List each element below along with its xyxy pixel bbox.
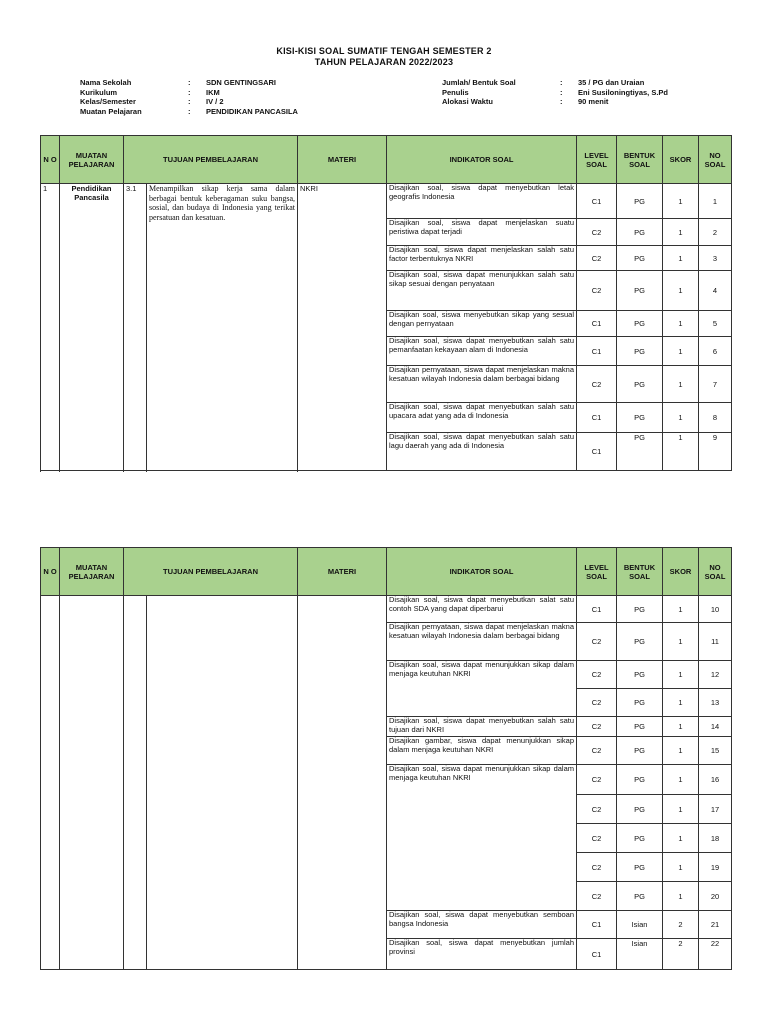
score-cell: 1 — [663, 853, 699, 882]
question-number-cell: 18 — [699, 824, 732, 853]
score-cell: 1 — [663, 246, 699, 271]
col-header-level: LEVEL SOAL — [577, 136, 617, 184]
subject-cell-empty — [60, 596, 124, 970]
score-cell: 2 — [663, 911, 699, 939]
form-cell: PG — [617, 271, 663, 311]
score-cell: 1 — [663, 882, 699, 911]
score-cell: 1 — [663, 689, 699, 717]
score-cell: 1 — [663, 623, 699, 661]
col-header-no-soal: NO SOAL — [699, 136, 732, 184]
info-row-question-count: Jumlah/ Bentuk Soal : 35 / PG dan Uraian — [442, 78, 645, 87]
score-cell: 1 — [663, 403, 699, 433]
form-cell: PG — [617, 246, 663, 271]
col-header-skor: SKOR — [663, 548, 699, 596]
indicator-cell: Disajikan pernyataan, siswa dapat menjelaskan makna kesatuan wilayah Indonesia dalam berbagai bidang — [387, 366, 577, 403]
question-number-cell: 20 — [699, 882, 732, 911]
indicator-cell: Disajikan gambar, siswa dapat menunjukkan sikap dalam menjaga keutuhan NKRI — [387, 737, 577, 765]
col-header-bentuk: BENTUK SOAL — [617, 548, 663, 596]
subject-cell: Pendidikan Pancasila — [60, 184, 124, 471]
form-cell: PG — [617, 824, 663, 853]
level-cell: C2 — [577, 765, 617, 795]
indicator-cell: Disajikan soal, siswa dapat menyebutkan salah satu lagu daerah yang ada di Indonesia — [387, 433, 577, 471]
info-row-subject: Muatan Pelajaran : PENDIDIKAN PANCASILA — [80, 106, 298, 116]
score-cell: 1 — [663, 337, 699, 366]
form-cell: PG — [617, 337, 663, 366]
level-cell: C2 — [577, 246, 617, 271]
level-cell: C2 — [577, 219, 617, 246]
question-number-cell: 19 — [699, 853, 732, 882]
table-header-row — [41, 136, 732, 184]
col-header-muatan: MUATAN PELAJARAN — [60, 548, 124, 596]
material-cell-empty — [298, 596, 387, 970]
level-cell: C2 — [577, 824, 617, 853]
score-cell: 1 — [663, 717, 699, 737]
form-cell: PG — [617, 184, 663, 219]
info-row-class: Kelas/Semester : IV / 2 — [80, 97, 224, 106]
question-number-cell: 15 — [699, 737, 732, 765]
row-number-empty — [41, 596, 60, 970]
indicator-cell: Disajikan soal, siswa dapat menyebutkan salah satu upacara adat yang ada di Indonesia — [387, 403, 577, 433]
question-number-cell: 4 — [699, 271, 732, 311]
score-cell: 1 — [663, 311, 699, 337]
learning-objective-empty — [147, 596, 298, 970]
score-cell: 1 — [663, 737, 699, 765]
score-cell: 1 — [663, 433, 699, 471]
form-cell: PG — [617, 717, 663, 737]
tp-code-empty — [124, 596, 147, 970]
material-cell: NKRI — [298, 184, 387, 471]
form-cell: PG — [617, 765, 663, 795]
score-cell: 2 — [663, 939, 699, 970]
form-cell: PG — [617, 219, 663, 246]
form-cell: PG — [617, 689, 663, 717]
form-cell: PG — [617, 403, 663, 433]
question-number-cell: 13 — [699, 689, 732, 717]
col-header-materi: MATERI — [298, 136, 387, 184]
col-header-level: LEVEL SOAL — [577, 548, 617, 596]
indicator-cell: Disajikan soal, siswa dapat menyebutkan semboan bangsa Indonesia — [387, 911, 577, 939]
level-cell: C1 — [577, 911, 617, 939]
info-left — [80, 78, 298, 116]
level-cell: C2 — [577, 623, 617, 661]
form-cell: PG — [617, 433, 663, 471]
question-number-cell: 9 — [699, 433, 732, 471]
form-cell: PG — [617, 661, 663, 689]
tp-code: 3.1 — [124, 184, 147, 471]
indicator-cell: Disajikan pernyataan, siswa dapat menjelaskan makna kesatuan wilayah Indonesia dalam berbagai bidang — [387, 623, 577, 661]
table-row — [41, 184, 732, 219]
question-number-cell: 12 — [699, 661, 732, 689]
form-cell: PG — [617, 737, 663, 765]
level-cell: C1 — [577, 433, 617, 471]
indicator-cell: Disajikan soal, siswa dapat menyebutkan salat satu contoh SDA yang dapat diperbarui — [387, 596, 577, 623]
question-number-cell: 8 — [699, 403, 732, 433]
info-row-author: Penulis : Eni Susiloningtiyas, S.Pd — [442, 87, 669, 97]
info-right — [442, 78, 668, 107]
form-cell: PG — [617, 366, 663, 403]
info-row-time: Alokasi Waktu : 90 menit — [442, 97, 609, 106]
col-header-materi: MATERI — [298, 548, 387, 596]
indicator-cell: Disajikan soal, siswa dapat menyebutkan salah satu tujuan dari NKRI — [387, 717, 577, 737]
level-cell: C2 — [577, 366, 617, 403]
form-cell: PG — [617, 853, 663, 882]
level-cell: C1 — [577, 939, 617, 970]
indicator-cell: Disajikan soal, siswa dapat menjelaskan suatu peristiwa dapat terjadi — [387, 219, 577, 246]
score-cell: 1 — [663, 219, 699, 246]
col-header-indikator: INDIKATOR SOAL — [387, 136, 577, 184]
row-number: 1 — [41, 184, 60, 471]
col-header-indikator: INDIKATOR SOAL — [387, 548, 577, 596]
question-number-cell: 16 — [699, 765, 732, 795]
indicator-cell: Disajikan soal, siswa dapat menyebutkan jumlah provinsi — [387, 939, 577, 970]
col-header-tujuan: TUJUAN PEMBELAJARAN — [124, 136, 298, 184]
document-subtitle: TAHUN PELAJARAN 2022/2023 — [314, 57, 454, 67]
indicator-cell: Disajikan soal, siswa menyebutkan sikap yang sesual dengan pernyataan — [387, 311, 577, 337]
level-cell: C2 — [577, 795, 617, 824]
form-cell: PG — [617, 623, 663, 661]
score-cell: 1 — [663, 824, 699, 853]
form-cell: PG — [617, 882, 663, 911]
form-cell: PG — [617, 795, 663, 824]
table-header-row — [41, 548, 732, 596]
col-header-no: N O — [41, 548, 60, 596]
learning-objective: Menampilkan sikap kerja sama dalam berbagai bentuk keberagaman suku bangsa, sosial, dan budaya di Indonesia yang terikat persatuan dan kesatuan. — [147, 184, 298, 471]
level-cell: C1 — [577, 403, 617, 433]
question-number-cell: 5 — [699, 311, 732, 337]
indicator-cell: Disajikan soal, siswa dapat menjelaskan salah satu factor terbentuknya NKRI — [387, 246, 577, 271]
score-cell: 1 — [663, 366, 699, 403]
score-cell: 1 — [663, 596, 699, 623]
level-cell: C2 — [577, 661, 617, 689]
table-row — [41, 596, 732, 623]
score-cell: 1 — [663, 271, 699, 311]
level-cell: C2 — [577, 717, 617, 737]
question-number-cell: 3 — [699, 246, 732, 271]
document-title: KISI-KISI SOAL SUMATIF TENGAH SEMESTER 2 — [276, 46, 492, 56]
question-number-cell: 11 — [699, 623, 732, 661]
indicator-cell: Disajikan soal, siswa dapat menyebutkan salah satu pemanfaatan kekayaan alam di Indonesia — [387, 337, 577, 366]
form-cell: PG — [617, 596, 663, 623]
level-cell: C1 — [577, 337, 617, 366]
grid-table-1 — [40, 135, 732, 471]
level-cell: C1 — [577, 596, 617, 623]
form-cell: PG — [617, 311, 663, 337]
level-cell: C1 — [577, 311, 617, 337]
info-row-curriculum: Kurikulum : IKM — [80, 87, 220, 97]
question-number-cell: 17 — [699, 795, 732, 824]
col-header-no-soal: NO SOAL — [699, 548, 732, 596]
question-number-cell: 22 — [699, 939, 732, 970]
col-header-skor: SKOR — [663, 136, 699, 184]
level-cell: C2 — [577, 271, 617, 311]
level-cell: C2 — [577, 689, 617, 717]
form-cell: Isian — [617, 939, 663, 970]
level-cell: C2 — [577, 882, 617, 911]
score-cell: 1 — [663, 795, 699, 824]
question-number-cell: 10 — [699, 596, 732, 623]
indicator-cell: Disajikan soal, siswa dapat menunjukkan salah satu sikap sesuai dengan penyataan — [387, 271, 577, 311]
col-header-muatan: MUATAN PELAJARAN — [60, 136, 124, 184]
form-cell: Isian — [617, 911, 663, 939]
question-number-cell: 6 — [699, 337, 732, 366]
question-number-cell: 1 — [699, 184, 732, 219]
indicator-cell: Disajikan soal, siswa dapat menunjukkan sikap dalam menjaga keutuhan NKRI — [387, 765, 577, 911]
col-header-bentuk: BENTUK SOAL — [617, 136, 663, 184]
score-cell: 1 — [663, 184, 699, 219]
grid-table-2 — [40, 547, 732, 970]
question-number-cell: 14 — [699, 717, 732, 737]
indicator-cell: Disajikan soal, siswa dapat menyebutkan letak geografis Indonesia — [387, 184, 577, 219]
score-cell: 1 — [663, 765, 699, 795]
level-cell: C2 — [577, 853, 617, 882]
question-number-cell: 7 — [699, 366, 732, 403]
score-cell: 1 — [663, 661, 699, 689]
col-header-no: N O — [41, 136, 60, 184]
question-number-cell: 21 — [699, 911, 732, 939]
indicator-cell: Disajikan soal, siswa dapat menunjukkan sikap dalam menjaga keutuhan NKRI — [387, 661, 577, 717]
col-header-tujuan: TUJUAN PEMBELAJARAN — [124, 548, 298, 596]
question-number-cell: 2 — [699, 219, 732, 246]
info-row-school: Nama Sekolah : SDN GENTINGSARI — [80, 78, 277, 87]
level-cell: C2 — [577, 737, 617, 765]
level-cell: C1 — [577, 184, 617, 219]
